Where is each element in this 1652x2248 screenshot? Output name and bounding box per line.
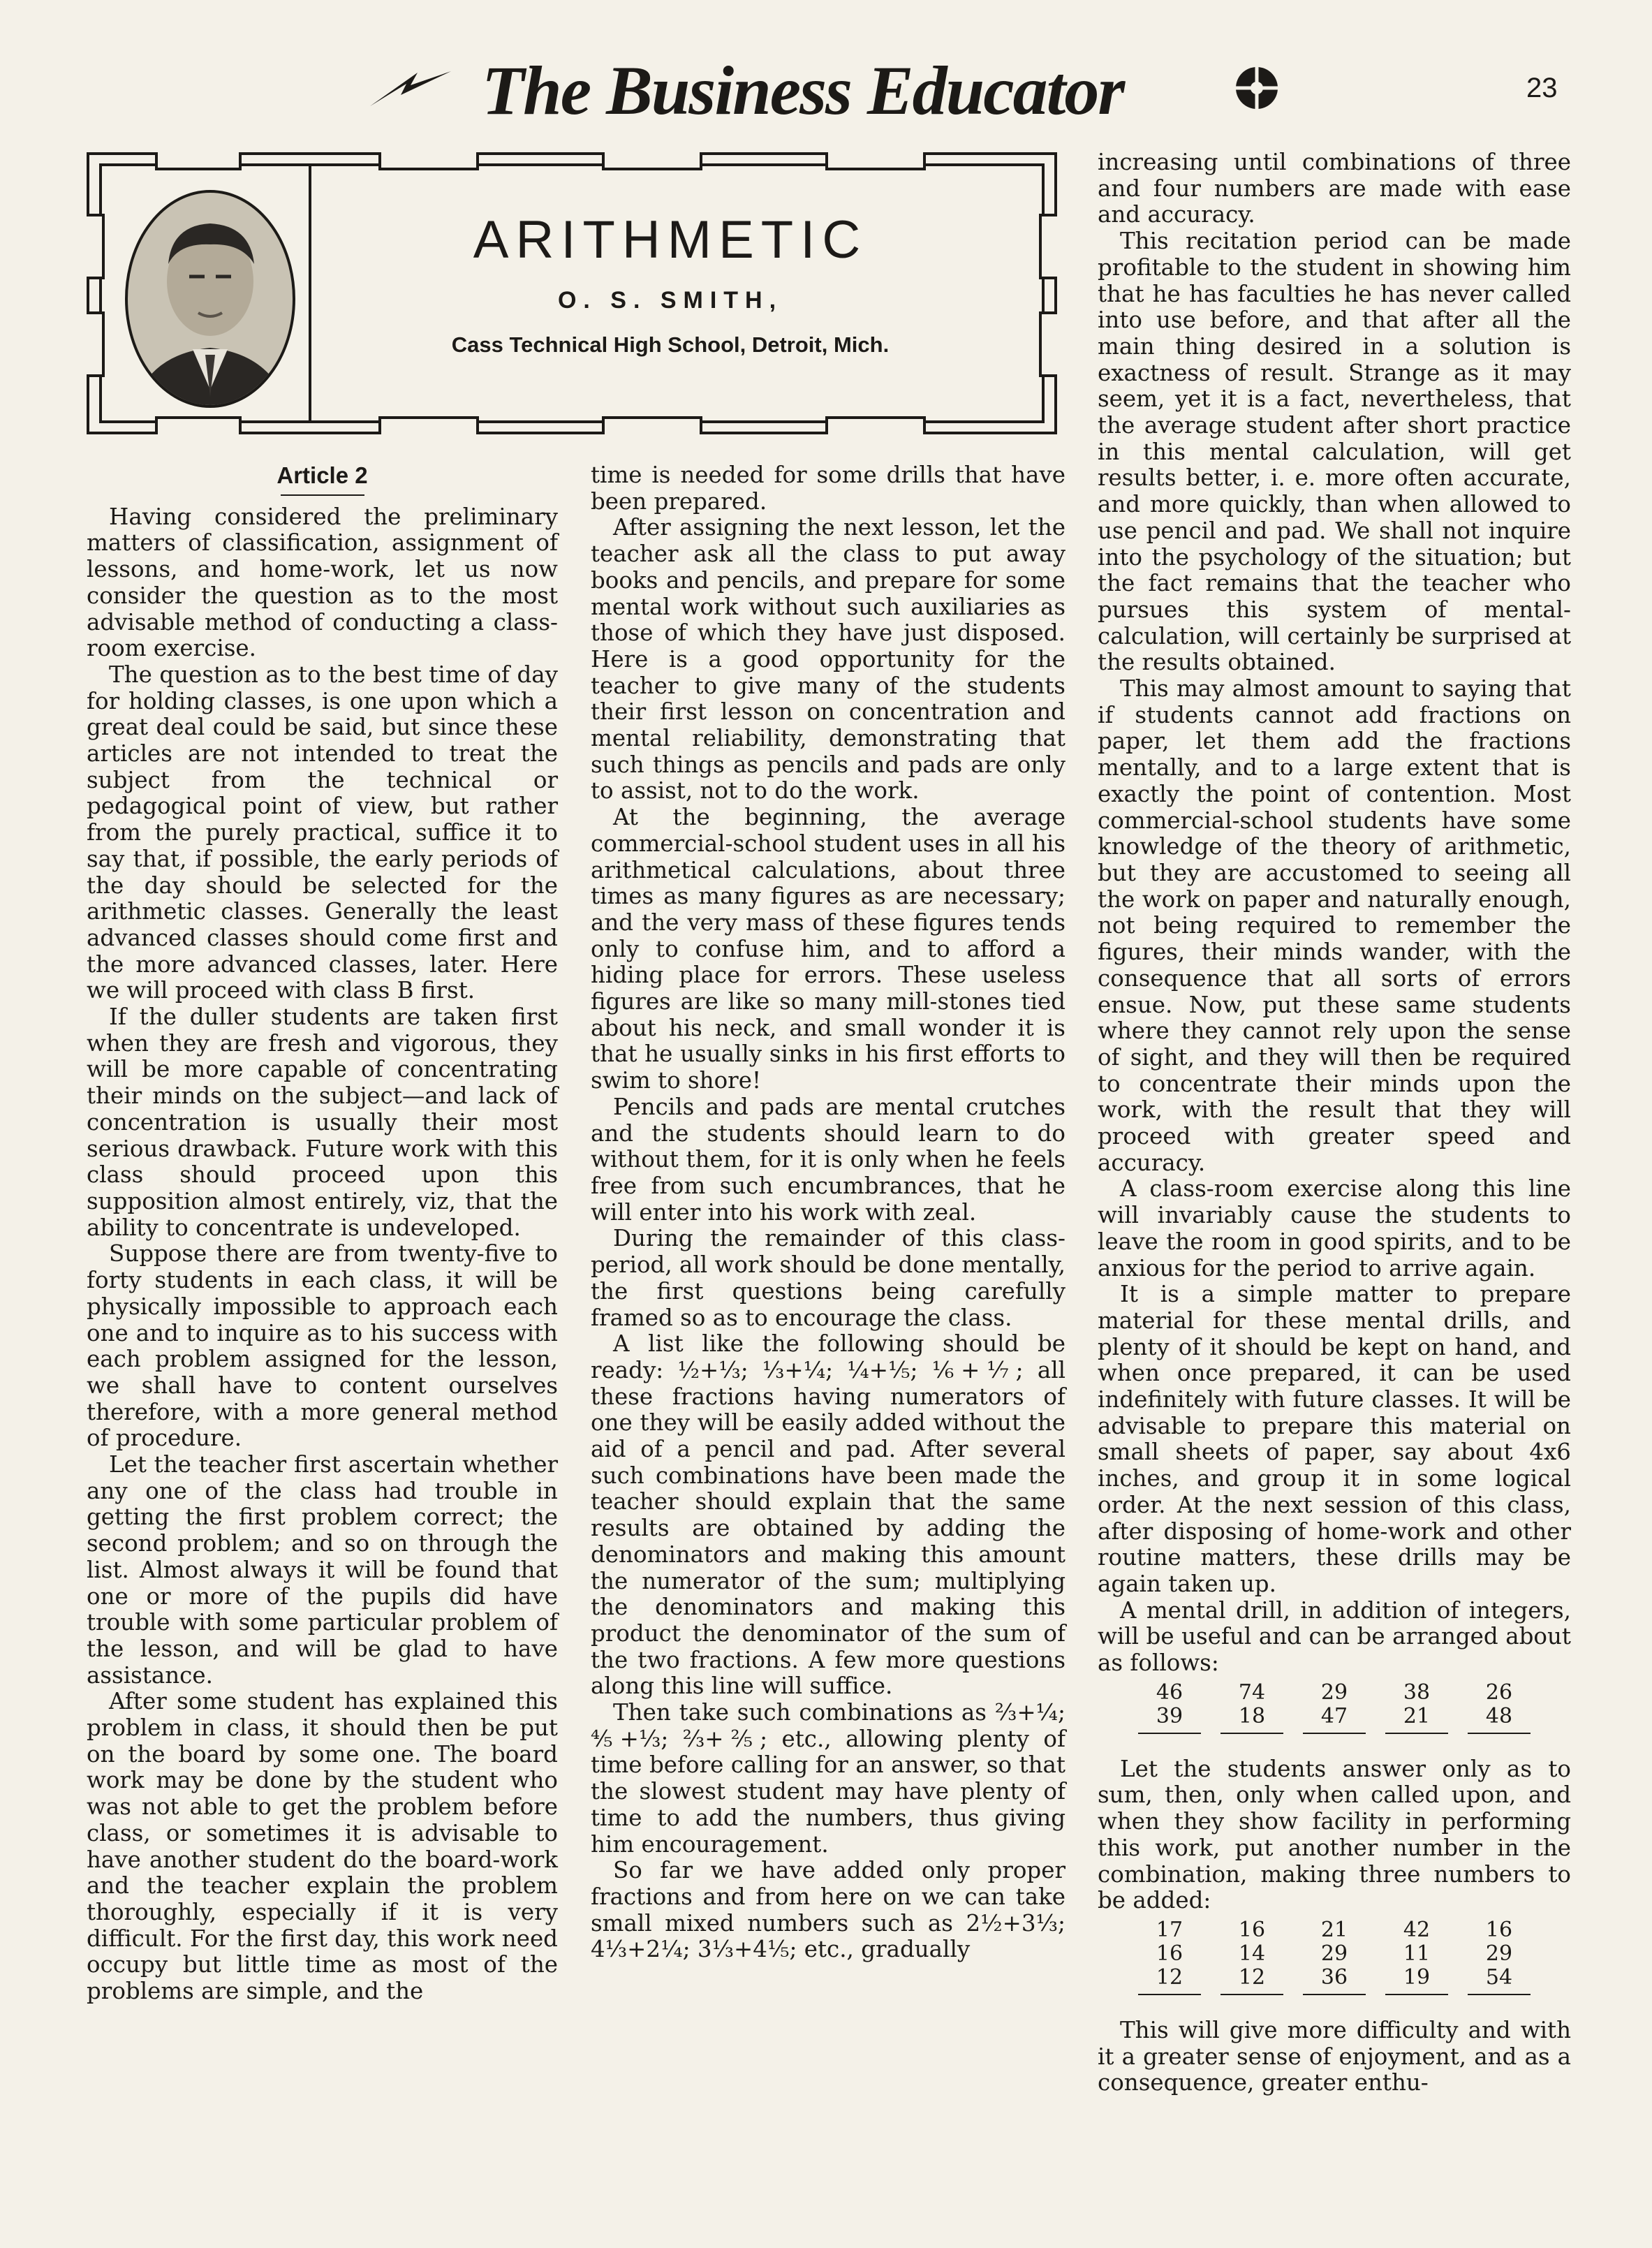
sum-line [1303,1733,1366,1741]
paragraph: A list like the following should be ready: ½+⅓; ⅓+¼; ¼+⅕; ⅙+⅐; all these fractions having numerators of one they will be easily added without the aid of a pencil and pad. After several such combinations have been made the teacher should explain that the same results are obtained by adding the denominators and making this amount the numerator of the sum; multiplying the denominators and making this product the denominator of the sum of the two fractions. A few more questions along this line will suffice. [591,1330,1065,1700]
paragraph: Pencils and pads are mental crutches and the students should learn to do without them, for it is only when he feels free from such encumbrances, that he will enter into his work with zeal. [591,1093,1065,1226]
drill-number: 17 [1156,1918,1183,1942]
drill-number: 46 [1156,1680,1183,1705]
emblem-icon [1230,61,1283,115]
drill-number: 29 [1485,1941,1513,1966]
drill-number: 29 [1320,1680,1348,1705]
column-3 [1098,149,1571,2096]
drill-number: 12 [1156,1965,1183,1990]
drill-number: 26 [1485,1680,1513,1705]
drill-number: 14 [1238,1941,1266,1966]
drill-number: 16 [1238,1918,1266,1942]
page-number: 23 [1526,73,1558,103]
drill-number: 16 [1156,1941,1183,1966]
sum-line [1468,1994,1531,2002]
sum-line [1385,1994,1448,2002]
paragraph: This recitation period can be made profitable to the student in showing him that he has faculties he has never called into use before, and that after all the main thing desired in a solution is exactness of result. Strange as it may seem, yet it is a fact, nevertheless, that the average student after short practice in this mental calculation, will get results better, i. e. more often accurate, and more quickly, than when allowed to use pencil and pad. We shall not inquire into the psychology of the situation; but the fact remains that the teacher who pursues this system of mental-calculation, will certainly be surprised at the results obtained. [1098,228,1571,676]
sum-line [1138,1994,1201,2002]
column-2 [591,462,1065,1963]
drill-number: 38 [1403,1680,1431,1705]
drill-table-2 [1098,1918,1571,2002]
drill-number: 11 [1403,1941,1431,1966]
paragraph: If the duller students are taken first when they are fresh and vigorous, they will be more capable of concentrating their minds on the subject—and lack of concentration is usually their most serious drawback. Future work with this class should proceed upon this supposition almost entirely, viz, that the ability to concentrate is undeveloped. [87,1004,558,1241]
paragraph: This may almost amount to saying that if students cannot add fractions on paper, let them add the fractions mentally, and to a large extent that is exactly the point of contention. Most commercial-school students have some knowledge of the theory of arithmetic, but they are accustomed to seeing all the work on paper and naturally enough, not being required to remember the figures, their minds wander, with the consequence that all sorts of errors ensue. Now, put these same students where they cannot rely upon the sense of sight, and they will then be required to concentrate their minds upon the work, with the result that they will proceed with greater speed and accuracy. [1098,675,1571,1176]
drill-number: 19 [1403,1965,1431,1990]
paragraph: Let the teacher first ascertain whether any one of the class had trouble in getting the first problem correct; the second problem; and so on through the list. Almost always it will be found that one or more of the pupils did have trouble with some particular problem of the lesson, and will be glad to have assistance. [87,1451,558,1689]
sum-line [1220,1733,1283,1741]
drill-number: 74 [1238,1680,1266,1705]
paragraph: Then take such combinations as ⅔+¼; ⅘+⅓; ⅔+⅖; etc., allowing plenty of time before calling for an answer, so that the slowest student may have plenty of time to add the numbers, thus giving him encouragement. [591,1699,1065,1858]
paragraph: Having considered the preliminary matters of classification, assignment of lessons, and home-work, let us now consider the question as to the most advisable method of conducting a class-room exercise. [87,503,558,662]
author-name: O. S. SMITH, [557,287,783,314]
paragraph: After some student has explained this problem in class, it should then be put on the board by some one. The board work may be done by the student who was not able to get the problem before class, or sometimes it is advisable to have another student do the board-work and the teacher explain the problem thoroughly, especially if it is very difficult. For the first day, this work need occupy but little time as most of the problems are simple, and the [87,1688,558,2005]
drill-number: 21 [1403,1703,1431,1728]
sum-line [1468,1733,1531,1741]
drill-table-1 [1098,1681,1571,1741]
divider [281,494,364,496]
paragraph: Suppose there are from twenty-five to forty students in each class, it will be physically impossible to approach each one and to inquire as to his success with each problem assigned for the lesson, we shall have to content ourselves therefore, with a more general method of procedure. [87,1240,558,1452]
author-portrait [123,187,297,411]
drill-number: 16 [1485,1918,1513,1942]
sum-line [1220,1994,1283,2002]
article-header [328,189,1012,412]
paragraph: The question as to the best time of day for holding classes, is one upon which a great deal could be said, but since these articles are not intended to treat the subject from the technical or pedagogical point of view, but rather from the purely practical, suffice it to say that, if possible, the early periods of the day should be selected for the arithmetic classes. Generally the least advanced classes should come first and the more advanced classes, later. Here we will proceed with class B first. [87,661,558,1004]
drill-number: 29 [1320,1941,1348,1966]
masthead-title: The Business Educator [482,52,1124,129]
paragraph: It is a simple matter to prepare material for these mental drills, and plenty of it should be kept on hand, and when once prepared, it can be used indefinitely with future classes. It will be advisable to prepare this material on small sheets of paper, say about 4x6 inches, and group it in some logical order. At the next session of this class, after disposing of home-work and other routine matters, these drills may be again taken up. [1098,1281,1571,1597]
drill-number: 39 [1156,1703,1183,1728]
drill-number: 21 [1320,1918,1348,1942]
paragraph: Let the students answer only as to sum, then, only when called upon, and when they show facility in performing this work, put another number in the combination, making three numbers to be added: [1098,1755,1571,1914]
quill-ornament-icon [369,67,452,109]
drill-number: 54 [1485,1965,1513,1990]
author-affiliation: Cass Technical High School, Detroit, Mich. [451,332,890,357]
paragraph: A class-room exercise along this line will invariably cause the students to leave the room in good spirits, and to be anxious for the period to arrive again. [1098,1175,1571,1281]
paragraph: A mental drill, in addition of integers, will be useful and can be arranged about as follows: [1098,1596,1571,1677]
paragraph: At the beginning, the average commercial-school student uses in all his arithmetical calculations, about three times as many figures as are necessary; and the very mass of these figures tends only to confuse him, and to afford a hiding place for errors. These useless figures are like so many mill-stones tied about his neck, and small wonder it is that he usually sinks in his first efforts to swim to shore! [591,804,1065,1094]
drill-number: 42 [1403,1918,1431,1942]
paragraph: After assigning the next lesson, let the teacher ask all the class to put away books and pencils, and prepare for some mental work without such auxiliaries as those of which they have just disposed. Here is a good opportunity for the teacher to give many of the students their first lesson on concentration and mental reliability, demonstrating that such things as pencils and pads are only to assist, not to do the work. [591,514,1065,805]
drill-number: 18 [1238,1703,1266,1728]
column-1 [87,462,558,2005]
paragraph: So far we have added only proper fractions and from here on we can take small mixed numbers such as 2½+3⅓; 4⅓+2¼; 3⅓+4⅕; etc., gradually [591,1857,1065,1963]
drill-number: 12 [1238,1965,1266,1990]
drill-number: 36 [1320,1965,1348,1990]
sum-line [1138,1733,1201,1741]
paragraph: time is needed for some drills that have been prepared. [591,462,1065,515]
drill-number: 47 [1320,1703,1348,1728]
drill-number: 48 [1485,1703,1513,1728]
sum-line [1385,1733,1448,1741]
sum-line [1303,1994,1366,2002]
article-title: ARITHMETIC [473,210,868,270]
paragraph: During the remainder of this class-period, all work should be done mentally, the first questions being carefully framed so as to encourage the class. [591,1225,1065,1331]
paragraph: increasing until combinations of three and four numbers are made with ease and accuracy. [1098,149,1571,228]
masthead [0,0,1652,140]
paragraph: This will give more difficulty and with it a greater sense of enjoyment, and as a consequence, greater enthu- [1098,2017,1571,2096]
article-label: Article 2 [276,462,368,488]
